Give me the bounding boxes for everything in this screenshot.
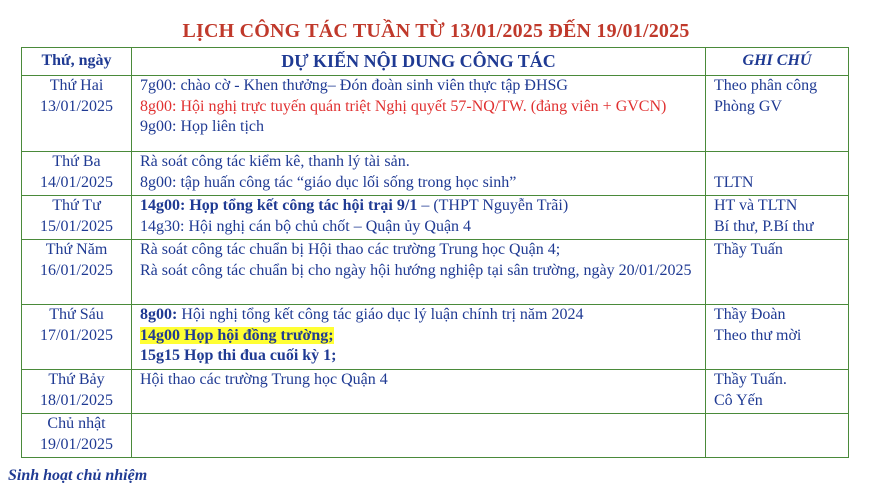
- content-line: 8g00: Hội nghị trực tuyến quán triệt Nghị quyết 57-NQ/TW. (đảng viên + GVCN): [140, 97, 667, 115]
- note-line: Theo thư mời: [714, 326, 802, 344]
- day-name: Thứ Hai: [49, 77, 104, 94]
- note-line: Thầy Tuấn.: [714, 371, 787, 388]
- note-line: [714, 152, 840, 173]
- note-line: Thầy Tuấn: [714, 241, 783, 258]
- content-line: Rà soát công tác chuẩn bị Hội thao các trường Trung học Quận 4;: [140, 241, 561, 258]
- table-row: [22, 76, 849, 152]
- table-row: [22, 152, 849, 196]
- day-cell: [22, 305, 132, 370]
- day-cell: [22, 196, 132, 240]
- day-date: 19/01/2025: [40, 435, 113, 453]
- header-content: DỰ KIẾN NỘI DUNG CÔNG TÁC: [132, 48, 706, 76]
- note-cell: [706, 305, 849, 370]
- day-cell: [22, 76, 132, 152]
- content-line: [140, 196, 697, 217]
- note-cell: [706, 196, 849, 240]
- table-row: [22, 240, 849, 305]
- day-name: Thứ Sáu: [49, 306, 104, 323]
- content-cell: [132, 305, 706, 370]
- content-cell: [132, 196, 706, 240]
- note-line: Theo phân công: [714, 77, 818, 94]
- content-cell: [132, 76, 706, 152]
- highlighted-text: 14g00 Họp hội đồng trường;: [140, 326, 334, 344]
- table-row: [22, 305, 849, 370]
- header-note: GHI CHÚ: [706, 48, 849, 76]
- note-cell: [706, 414, 849, 458]
- schedule-table: [21, 47, 849, 458]
- note-line: Phòng GV: [714, 97, 783, 115]
- note-line: Thầy Đoàn: [714, 306, 786, 323]
- content-line: 9g00: Họp liên tịch: [140, 118, 264, 135]
- content-line: 14g30: Hội nghị cán bộ chủ chốt – Quận ủy Quận 4: [140, 217, 472, 235]
- day-name: Thứ Năm: [45, 241, 108, 258]
- note-cell: [706, 76, 849, 152]
- day-cell: [22, 152, 132, 196]
- content-cell: [132, 370, 706, 414]
- table-row: [22, 196, 849, 240]
- day-date: 18/01/2025: [40, 391, 113, 409]
- day-date: 14/01/2025: [40, 173, 113, 191]
- header-row: [22, 48, 849, 76]
- content-line: 7g00: chào cờ - Khen thưởng– Đón đoàn sinh viên thực tập ĐHSG: [140, 77, 568, 94]
- note-line: HT và TLTN: [714, 197, 798, 214]
- content-line: [140, 326, 697, 347]
- header-day: Thứ, ngày: [22, 48, 132, 76]
- day-cell: [22, 240, 132, 305]
- content-line: Rà soát công tác chuẩn bị cho ngày hội hướng nghiệp tại sân trường, ngày 20/01/2025: [140, 261, 692, 279]
- content-bold: 8g00:: [140, 306, 178, 323]
- day-date: 17/01/2025: [40, 326, 113, 344]
- day-name: Chủ nhật: [47, 415, 106, 432]
- content-cell: [132, 414, 706, 458]
- day-cell: [22, 414, 132, 458]
- note-cell: [706, 152, 849, 196]
- note-line: Cô Yến: [714, 391, 763, 409]
- day-name: Thứ Tư: [52, 197, 101, 214]
- content-cell: [132, 152, 706, 196]
- note-cell: [706, 240, 849, 305]
- footer-text: Sinh hoạt chủ nhiệm: [8, 467, 148, 484]
- content-text: Hội nghị tổng kết công tác giáo dục lý luận chính trị năm 2024: [177, 306, 584, 323]
- day-name: Thứ Bảy: [48, 371, 105, 388]
- note-line: TLTN: [714, 173, 754, 191]
- content-line: 8g00: tập huấn công tác “giáo dục lối sống trong học sinh”: [140, 173, 517, 191]
- day-date: 15/01/2025: [40, 217, 113, 235]
- day-cell: [22, 370, 132, 414]
- content-line: 15g15 Họp thi đua cuối kỳ 1;: [140, 347, 337, 364]
- content-bold: 14g00: Họp tổng kết công tác hội trại 9/1: [140, 197, 418, 214]
- day-name: Thứ Ba: [52, 153, 101, 170]
- table-row: [22, 370, 849, 414]
- content-text: – (THPT Nguyễn Trãi): [417, 197, 569, 214]
- content-line: Hội thao các trường Trung học Quận 4: [140, 371, 388, 388]
- content-line: [140, 305, 697, 326]
- note-cell: [706, 370, 849, 414]
- content-cell: [132, 240, 706, 305]
- note-line: Bí thư, P.Bí thư: [714, 217, 814, 235]
- day-date: 13/01/2025: [40, 97, 113, 115]
- content-line: Rà soát công tác kiểm kê, thanh lý tài sản.: [140, 153, 410, 170]
- day-date: 16/01/2025: [40, 261, 113, 279]
- table-row: [22, 414, 849, 458]
- page-title: LỊCH CÔNG TÁC TUẦN TỪ 13/01/2025 ĐẾN 19/01/2025: [182, 20, 690, 42]
